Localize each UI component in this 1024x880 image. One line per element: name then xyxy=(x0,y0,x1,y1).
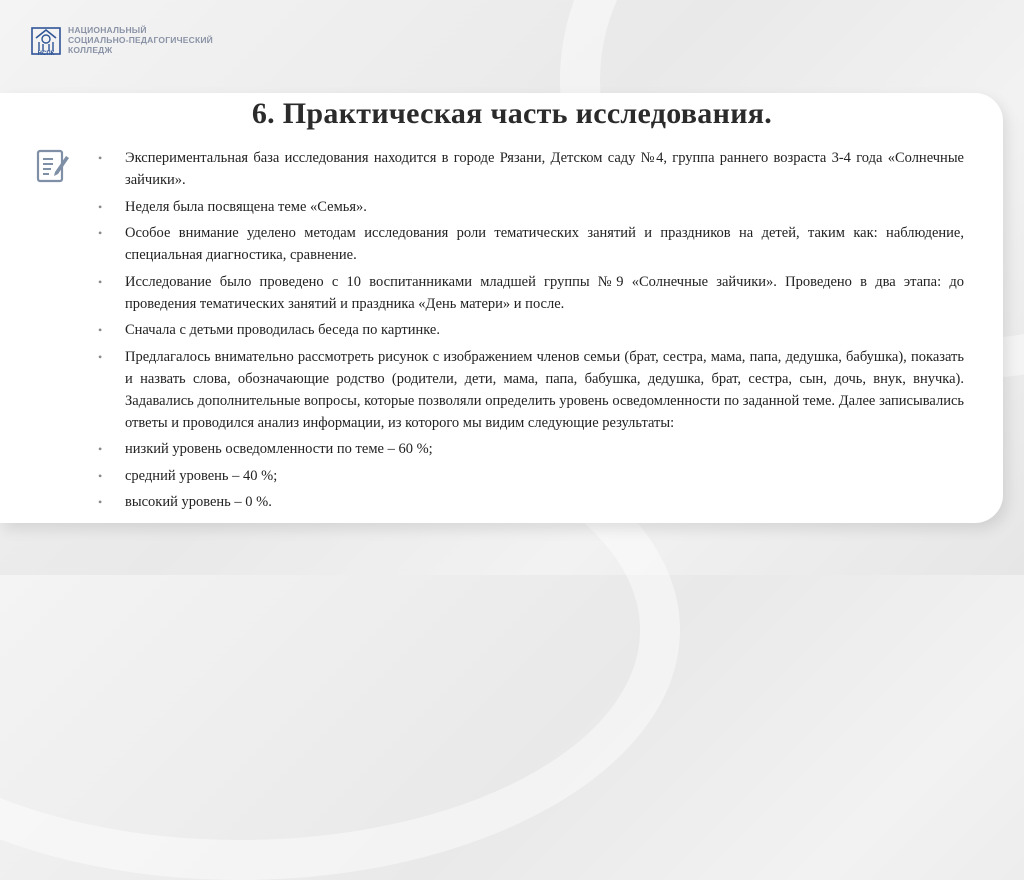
list-item: • Экспериментальная база исследования находится в городе Рязани, Детском саду №4, группа раннего возраста 3-4 года «Солнечные зайчики». xyxy=(98,147,964,191)
college-emblem-abbr: НСПК xyxy=(37,51,55,56)
list-item: • Особое внимание уделено методам исследования роли тематических занятий и праздников на детей, таким как: наблюдение, специальная диагностика, сравнение. xyxy=(98,222,964,266)
list-item: • низкий уровень осведомленности по теме – 60 %; xyxy=(98,438,964,460)
list-item: • Предлагалось внимательно рассмотреть рисунок с изображением членов семьи (брат, сестра, мама, папа, дедушка, бабушка), показать и назвать слова, обозначающие родство (родители, дети, мама, папа, бабушка, дедушка, брат, сестра, сын, дочь, внук, внучка). Задавались дополнительные вопросы, которые позволяли определить уровень осведомленности по заданной теме. Далее записывались ответы и проводился анализ информации, из которого мы видим следующие результаты: xyxy=(98,346,964,434)
college-name-line: СОЦИАЛЬНО-ПЕДАГОГИЧЕСКИЙ xyxy=(68,35,213,45)
list-item: • Исследование было проведено с 10 воспитанниками младшей группы №9 «Солнечные зайчики». Проведено в два этапа: до проведения тематических занятий и праздника «День матери» и после. xyxy=(98,271,964,315)
college-emblem-icon xyxy=(30,24,62,56)
list-item: • Неделя была посвящена теме «Семья». xyxy=(98,196,964,218)
list-item: • средний уровень – 40 %; xyxy=(98,465,964,487)
college-name-line: НАЦИОНАЛЬНЫЙ xyxy=(68,25,147,35)
college-name-line: КОЛЛЕДЖ xyxy=(68,45,113,55)
document-edit-icon xyxy=(35,148,71,184)
college-logo xyxy=(30,24,213,56)
slide-title: 6. Практическая часть исследования. xyxy=(251,97,773,130)
list-item: • высокий уровень – 0 %. xyxy=(98,491,964,513)
list-item: • Сначала с детьми проводилась беседа по картинке. xyxy=(98,319,964,341)
bullet-list xyxy=(98,147,964,518)
college-name xyxy=(68,25,213,55)
